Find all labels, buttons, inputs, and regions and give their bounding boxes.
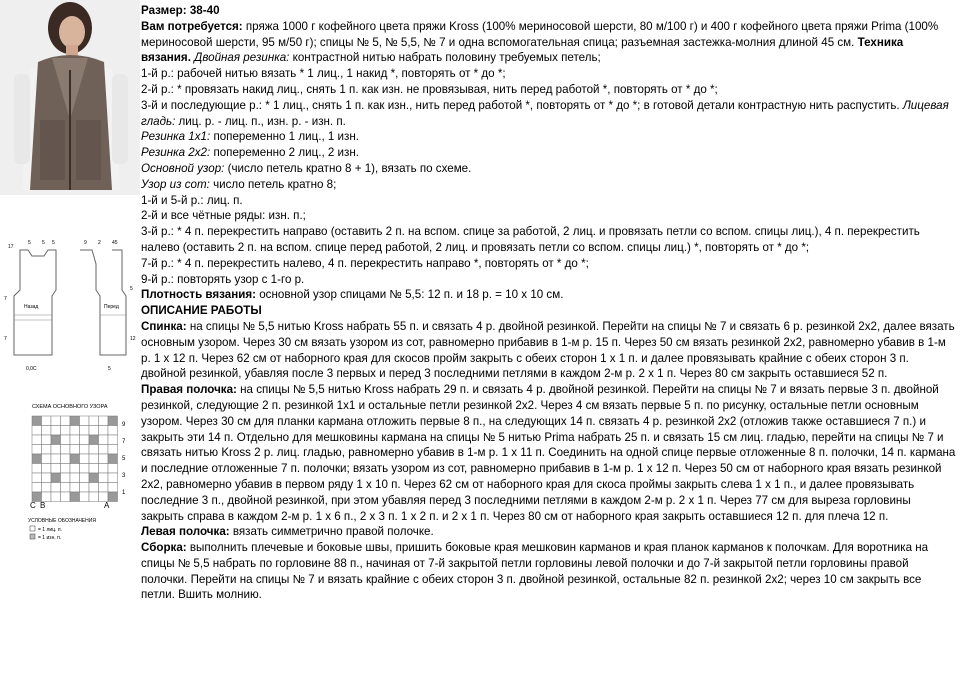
size-label: Размер:: [141, 4, 187, 17]
chart-cell: [42, 483, 52, 493]
chart-row-7: 7: [122, 439, 126, 445]
honeycomb-row-7: 7-й р.: * 4 п. перекрестить налево, 4 п. перекрестить направо *, повторять от * до *;: [141, 256, 589, 270]
description-heading: ОПИСАНИЕ РАБОТЫ: [141, 304, 262, 318]
chart-cell: [80, 464, 90, 474]
chart-cell: [42, 435, 52, 445]
schematic-left-tick-5: 7: [4, 336, 7, 342]
honeycomb-row-3: 3-й р.: * 4 п. перекрестить направо (оставить 2 п. на вспом. спице за работой, 2 лиц. и провязать петли со вспом. спицы лиц.), 4 п. перекрестить налево (оставить 2 п. на вспом. спице перед работой, 2 лиц. и провязать петли со вспом. спицы лиц.) *, повторять от * до *;: [141, 225, 920, 254]
chart-cell: [61, 416, 71, 426]
chart-cell: [108, 426, 118, 436]
chart-row-5: 5: [122, 456, 126, 462]
schematic-left-tick-0: 17: [8, 244, 14, 250]
double-rib-label: Двойная резинка:: [194, 51, 290, 65]
schematic-right-tick-0: 9: [84, 240, 87, 246]
schematic-left-tick-3: 5: [52, 240, 55, 246]
photo-icon: [0, 0, 140, 195]
chart-cell: [42, 426, 52, 436]
chart-cell: [89, 473, 99, 483]
chart-cell: [108, 483, 118, 493]
rib22-label: Резинка 2х2:: [141, 146, 211, 160]
chart-grid: [32, 416, 118, 502]
chart-cell: [61, 473, 71, 483]
chart-cell: [51, 426, 61, 436]
chart-cell: [80, 483, 90, 493]
chart-cell: [89, 435, 99, 445]
stockinette-text: лиц. р. - лиц. п., изн. р. - изн. п.: [178, 114, 346, 128]
gauge-text: основной узор спицами № 5,5: 12 п. и 18 р. = 10 х 10 см.: [259, 288, 564, 302]
chart-row-9: 9: [122, 422, 126, 428]
chart-cell: [32, 473, 42, 483]
assembly-label: Сборка:: [141, 541, 187, 555]
left-front-text: вязать симметрично правой полочке.: [232, 525, 434, 539]
honeycomb-row-2: 2-й и все чётные ряды: изн. п.;: [141, 209, 306, 223]
stitch-chart: [20, 400, 140, 550]
chart-cell: [32, 445, 42, 455]
chart-row-1: 1: [122, 490, 126, 496]
chart-cell: [42, 445, 52, 455]
back-label: Спинка:: [141, 319, 187, 333]
schematic-right-tick-2: 45: [112, 240, 118, 246]
chart-cell: [70, 492, 80, 502]
double-rib-row-2: 2-й р.: * провязать накид лиц., снять 1 п. как изн. не провязывая, нить перед работой *, повторять от * до *;: [141, 82, 718, 96]
schematic-back-label: Назад: [24, 304, 39, 310]
chart-cell: [51, 483, 61, 493]
chart-cell: [99, 473, 109, 483]
schematic-front-label: Перед: [104, 304, 119, 310]
stockinette-label: Лицевая гладь:: [141, 98, 949, 128]
chart-cell: [80, 473, 90, 483]
schematic-left-tick-4: 7: [4, 296, 7, 302]
chart-cell: [61, 426, 71, 436]
chart-cell: [99, 445, 109, 455]
right-front-label: Правая полочка:: [141, 383, 237, 397]
double-rib-row-1: 1-й р.: рабочей нитью вязать * 1 лиц., 1 накид *, повторять от * до *;: [141, 67, 506, 81]
chart-cell: [51, 435, 61, 445]
chart-cell: [61, 492, 71, 502]
chart-cell: [61, 435, 71, 445]
schematic-right-tick-3: 5: [130, 286, 133, 292]
chart-legend-title: УСЛОВНЫЕ ОБОЗНАЧЕНИЯ: [28, 518, 96, 524]
chart-cell: [80, 435, 90, 445]
chart-cell: [108, 464, 118, 474]
chart-bottom-c: С: [30, 501, 36, 510]
chart-cell: [99, 435, 109, 445]
chart-cell: [89, 426, 99, 436]
chart-cell: [42, 464, 52, 474]
rib22-text: попеременно 2 лиц., 2 изн.: [213, 146, 359, 160]
left-front-label: Левая полочка:: [141, 525, 230, 539]
chart-cell: [70, 454, 80, 464]
chart-cell: [70, 426, 80, 436]
double-rib-text: контрастной нитью набрать половину требуемых петель;: [292, 51, 601, 65]
chart-cell: [89, 464, 99, 474]
chart-cell: [99, 426, 109, 436]
chart-cell: [89, 483, 99, 493]
honeycomb-row-9: 9-й р.: повторять узор с 1-го р.: [141, 272, 305, 286]
schematic-right-tick-1: 2: [98, 240, 101, 246]
schematic-bottom-left: 0,0C: [26, 366, 37, 372]
chart-cell: [61, 464, 71, 474]
honeycomb-row-1: 1-й и 5-й р.: лиц. п.: [141, 193, 243, 207]
pattern-schematic: [0, 230, 140, 380]
schematic-left-tick-1: 5: [28, 240, 31, 246]
chart-cell: [70, 473, 80, 483]
chart-cell: [61, 454, 71, 464]
chart-cell: [99, 416, 109, 426]
chart-cell: [70, 464, 80, 474]
main-pattern-text: (число петель кратно 8 + 1), вязать по схеме.: [227, 161, 472, 175]
chart-cell: [99, 483, 109, 493]
chart-cell: [70, 483, 80, 493]
chart-cell: [32, 454, 42, 464]
chart-cell: [42, 416, 52, 426]
technique-label: Техника вязания.: [141, 35, 904, 65]
chart-cell: [51, 454, 61, 464]
chart-cell: [108, 454, 118, 464]
chart-cell: [32, 416, 42, 426]
chart-cell: [51, 473, 61, 483]
chart-cell: [80, 492, 90, 502]
model-photo: [0, 0, 140, 195]
chart-cell: [61, 483, 71, 493]
chart-legend-purl: = 1 изн. п.: [38, 535, 62, 541]
rib11-label: Резинка 1х1:: [141, 130, 211, 144]
chart-cell: [80, 445, 90, 455]
chart-cell: [99, 454, 109, 464]
schematic-bottom-right: 5: [108, 366, 111, 372]
chart-cell: [99, 464, 109, 474]
chart-cell: [89, 492, 99, 502]
right-front-text: на спицы № 5,5 нитью Kross набрать 29 п. и связать 4 р. двойной резинкой. Перейти на спицы № 7 и вязать первые 3 п. двойной резинкой, следующие 2 п. резинкой 1х1 и остальные петли резинкой 2х2. Через 4 см вязать первые 5 п. по рисунку, остальные петли основным узором. Через 30 см для планки кармана отложить первые 8 п., на следующих 14 п. связать 4 р. резинкой 2х2 (отложив также оставшиеся 7 п.) и закрыть эти 14 п. Отдельно для мешковины кармана на спицы № 5 нитью Prima набрать 25 п. и связать 15 см лиц. гладью, перейти на спицы № 7 и связать нитью Kross 2 р. лиц. гладью, равномерно убавив в 1-м р. 1 х 11 п. Соединить на одной спице первые отложенные 8 п. полочки, 14 п. кармана и последние отложенные 7 п. полочки; вязать узором из сот, равномерно прибавив в 1-м р. 1 х 12 п. Через 50 см от наборного края вязать резинкой 2х2, равномерно убавив в первом ряду 1 х 10 п. Через 62 см от наборного края для скоса проймы закрыть слева 1 х 1 п., и далее провязывать последние 3 п., двойной резинкой, при этом убавляя перед 3 последними петлями в каждом 2-м р. 2 х 1 п. Через 77 см для выреза горловины закрыть справа в каждом 2-м р. 1 х 6 п., 2 х 3 п. 1 х 2 п. и 2 х 1 п. Через 80 см от наборного края закрыть оставшиеся 12 п. для плеча 12 п.: [141, 383, 956, 523]
chart-cell: [89, 454, 99, 464]
chart-cell: [32, 464, 42, 474]
materials-label: Вам потребуется:: [141, 19, 243, 33]
gauge-label: Плотность вязания:: [141, 288, 256, 302]
chart-cell: [108, 492, 118, 502]
chart-cell: [42, 454, 52, 464]
main-pattern-label: Основной узор:: [141, 161, 225, 175]
chart-cell: [108, 445, 118, 455]
honeycomb-label: Узор из сот:: [141, 177, 210, 191]
chart-cell: [51, 492, 61, 502]
chart-cell: [108, 473, 118, 483]
honeycomb-text: число петель кратно 8;: [213, 177, 337, 191]
chart-cell: [108, 416, 118, 426]
chart-cell: [51, 464, 61, 474]
chart-cell: [108, 435, 118, 445]
chart-row-3: 3: [122, 473, 126, 479]
double-rib-row-3: 3-й и последующие р.: * 1 лиц., снять 1 п. как изн., нить перед работой *, повторять от * до *; в готовой детали контрастную нить распустить.: [141, 98, 900, 112]
chart-cell: [80, 426, 90, 436]
chart-cell: [80, 454, 90, 464]
back-text: на спицы № 5,5 нитью Kross набрать 55 п. и связать 4 р. двойной резинкой. Перейти на спицы № 7 и связать 6 р. резинкой 2х2, далее вязать основным узором. Через 30 см вязать узором из сот, равномерно прибавив в 1-м р. 15 п. Через 50 см вязать резинкой 2х2, равномерно убавив в 1-м р. 1 х 12 п. Через 62 см от наборного края для скосов пройм закрыть с обеих сторон 1 х 1 п. и далее провязывать крайние с обеих сторон 3 п. двойной резинкой, убавляя после 3 первых и перед 3 последними петлями в каждом 2-м р. 2 х 1 п. Через 80 см закрыть оставшиеся 52 п.: [141, 319, 955, 381]
chart-cell: [32, 426, 42, 436]
chart-cell: [70, 416, 80, 426]
chart-bottom-a: А: [104, 501, 110, 510]
chart-bottom-b: В: [40, 501, 46, 510]
chart-cell: [42, 473, 52, 483]
chart-cell: [51, 416, 61, 426]
schematic-left-tick-2: 5: [42, 240, 45, 246]
chart-cell: [70, 435, 80, 445]
chart-cell: [32, 483, 42, 493]
materials-text: пряжа 1000 г кофейного цвета пряжи Kross (100% мериносовой шерсти, 80 м/100 г) и 400 г кофейного цвета пряжи Prima (100% мериносовой шерсти, 95 м/50 г); спицы № 5, № 5,5, № 7 и одна вспомогательная спица; разъемная застежка-молния длиной 45 см.: [141, 19, 939, 49]
rib11-text: попеременно 1 лиц., 1 изн.: [213, 130, 359, 144]
size-value: 38-40: [189, 4, 220, 17]
assembly-text: выполнить плечевые и боковые швы, пришить боковые края мешковин карманов и края планок карманов к полочкам. Для воротника на спицы № 5,5 набрать по горловине 88 п., начиная от 7-й закрытой петли горловины левой полочки и до 7-й закрытой петли горловины правой полочки. Перейти на спицы № 7 и вязать крайние с обеих сторон 3 п. двойной резинкой, остальные 82 п. резинкой 2х2; через 10 см закрыть все петли. Вшить молнию.: [141, 541, 929, 602]
schematic-right-tick-4: 12: [130, 336, 136, 342]
chart-cell: [32, 435, 42, 445]
chart-legend-knit: = 1 лиц. п.: [38, 527, 62, 533]
pattern-text: [141, 3, 956, 603]
chart-cell: [89, 445, 99, 455]
chart-cell: [80, 416, 90, 426]
chart-cell: [61, 445, 71, 455]
chart-title: СХЕМА ОСНОВНОГО УЗОРА: [32, 404, 108, 410]
chart-cell: [51, 445, 61, 455]
chart-cell: [89, 416, 99, 426]
chart-cell: [70, 445, 80, 455]
